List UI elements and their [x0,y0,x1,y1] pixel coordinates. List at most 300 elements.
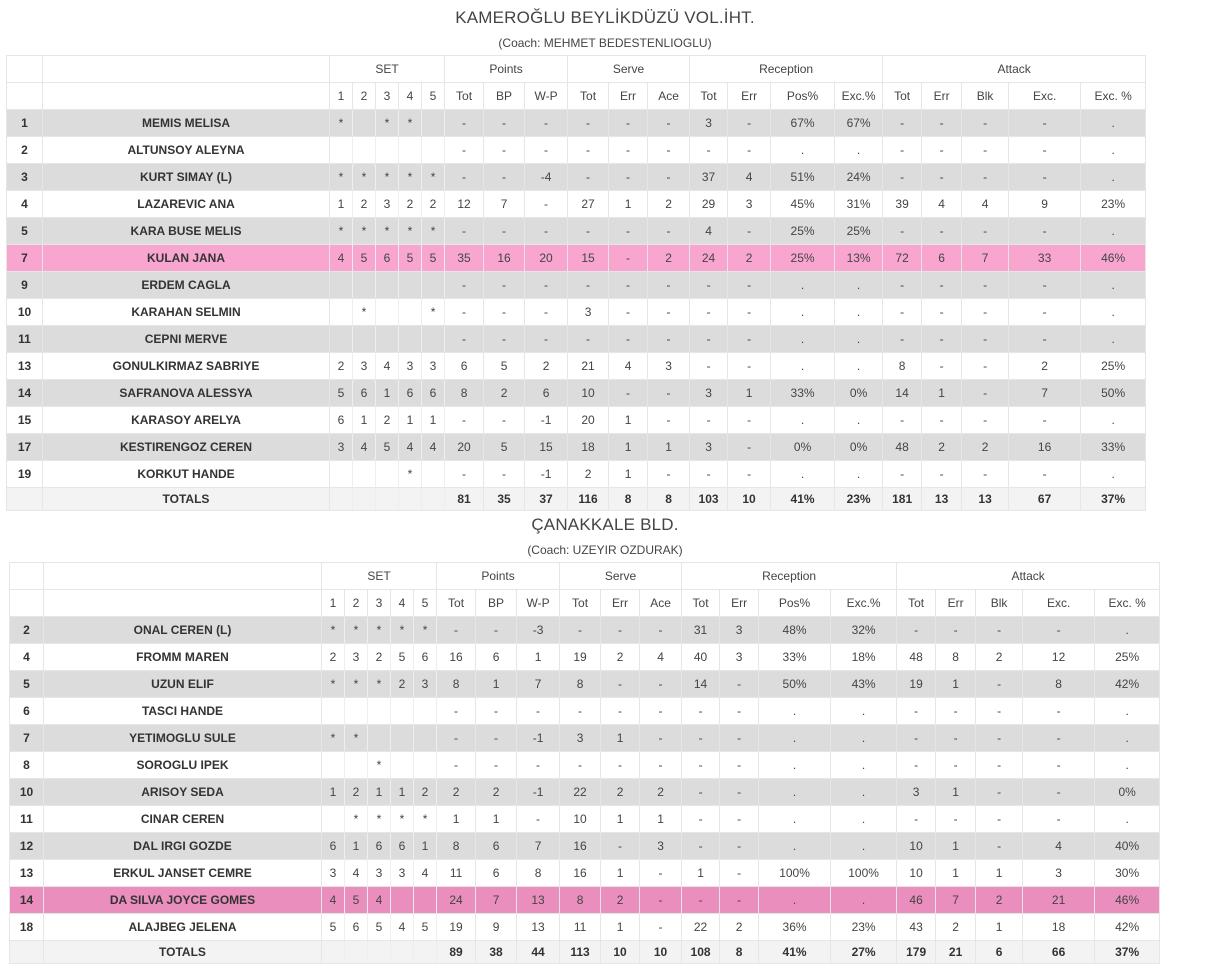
stat-cell: - [568,137,609,164]
stat-cell: 3 [690,110,728,137]
player-number: 2 [10,617,44,644]
stat-cell: - [609,164,648,191]
stat-cell: - [976,779,1023,806]
stat-cell [414,725,437,752]
stat-cell: 6 [368,833,391,860]
stat-cell: 8 [1023,671,1095,698]
stat-cell: 1 [936,671,976,698]
player-name: LAZAREVIC ANA [43,191,330,218]
column-header: W-P [525,83,568,110]
stat-cell: 4 [414,860,437,887]
stat-cell: . [1095,806,1160,833]
stat-cell: - [682,752,720,779]
stat-cell: 23% [1081,191,1146,218]
stat-cell: - [640,860,682,887]
stat-cell: 5 [399,245,422,272]
stat-cell: . [831,725,897,752]
stat-cell: - [962,353,1009,380]
column-header: Tot [897,590,936,617]
stat-cell: 67% [835,110,883,137]
stat-cell: . [1081,218,1146,245]
stat-cell: - [648,218,690,245]
stat-cell: - [601,752,640,779]
stat-cell: 22 [560,779,601,806]
stat-cell: - [560,617,601,644]
stat-cell: - [682,725,720,752]
stat-cell: - [445,272,484,299]
stat-cell: - [640,698,682,725]
stat-cell: - [568,164,609,191]
stat-cell: 6 [399,380,422,407]
player-name: KARAHAN SELMIN [43,299,330,326]
stat-cell [353,137,376,164]
stat-cell: - [640,725,682,752]
stat-cell: 4 [322,887,345,914]
stat-cell [422,110,445,137]
total-cell: 8 [609,488,648,511]
player-name: KULAN JANA [43,245,330,272]
stat-cell: 1 [391,779,414,806]
stat-cell: 9 [476,914,517,941]
column-header: Err [720,590,759,617]
stat-cell: * [399,164,422,191]
stat-cell: . [771,407,835,434]
stat-cell: - [517,698,560,725]
stat-cell: 45% [771,191,835,218]
total-cell: 27% [831,941,897,964]
total-cell: 10 [640,941,682,964]
stat-cell: - [609,245,648,272]
player-row[interactable] [7,245,1146,272]
stat-cell: - [936,725,976,752]
column-header: 3 [368,590,391,617]
column-header: 5 [422,83,445,110]
column-header: Exc.% [835,83,883,110]
stat-cell: 2 [648,191,690,218]
stat-cell [353,110,376,137]
stat-cell: 1 [609,407,648,434]
column-header: W-P [517,590,560,617]
stats-table [9,562,1160,964]
stat-cell: 2 [601,779,640,806]
player-number: 12 [10,833,44,860]
stat-cell: 2 [601,887,640,914]
stat-cell: 1 [609,191,648,218]
stat-cell: - [922,218,962,245]
stat-cell: - [976,671,1023,698]
stat-cell: 5 [391,644,414,671]
stat-cell [368,725,391,752]
stat-cell: - [728,326,771,353]
stat-cell: 6 [476,833,517,860]
stat-cell: - [883,137,922,164]
stat-cell: - [640,617,682,644]
stat-cell: 16 [1009,434,1081,461]
stat-cell: - [568,110,609,137]
stat-cell: * [376,218,399,245]
stat-cell: . [771,272,835,299]
column-header: Exc. [1023,590,1095,617]
stat-cell [399,299,422,326]
stat-cell: - [445,218,484,245]
group-header-points: Points [437,563,560,590]
stat-cell: 6 [445,353,484,380]
stat-cell: - [897,617,936,644]
stat-cell: - [484,299,525,326]
player-row[interactable] [7,110,1146,137]
stat-cell: 7 [1009,380,1081,407]
column-header: 3 [376,83,399,110]
stat-cell: . [835,353,883,380]
stat-cell: 21 [1023,887,1095,914]
total-cell: 67 [1009,488,1081,511]
total-cell: 13 [922,488,962,511]
total-cell: 89 [437,941,476,964]
corner-cell [10,563,44,590]
stat-cell: - [690,272,728,299]
stat-cell: - [568,272,609,299]
stat-cell: - [1009,164,1081,191]
stat-cell: 13% [835,245,883,272]
stat-cell: 1 [476,806,517,833]
player-number: 3 [7,164,43,191]
player-name: ALAJBEG JELENA [44,914,322,941]
stat-cell: * [345,806,368,833]
stat-cell: 29 [690,191,728,218]
stat-cell: 14 [682,671,720,698]
stat-cell [399,137,422,164]
stat-cell: * [322,725,345,752]
player-row[interactable] [7,380,1146,407]
player-row[interactable] [10,887,1160,914]
stat-cell: . [835,299,883,326]
stat-cell: - [525,137,568,164]
stat-cell: 15 [568,245,609,272]
total-cell [353,488,376,511]
stat-cell [391,887,414,914]
stat-cell: 2 [640,779,682,806]
stat-cell: 100% [759,860,831,887]
stat-cell [330,326,353,353]
player-row[interactable] [7,407,1146,434]
stat-cell: 25% [771,218,835,245]
total-cell [376,488,399,511]
player-number: 14 [10,887,44,914]
column-header: 4 [399,83,422,110]
player-name: CINAR CEREN [44,806,322,833]
total-cell: 44 [517,941,560,964]
column-header: Blk [976,590,1023,617]
stat-cell: 2 [720,914,759,941]
stat-cell: 1 [437,806,476,833]
stat-cell: 4 [345,860,368,887]
player-row[interactable] [10,671,1160,698]
stat-cell: 43% [831,671,897,698]
stat-cell: 2 [399,191,422,218]
column-header: Tot [682,590,720,617]
stat-cell: 11 [437,860,476,887]
stat-cell: . [1081,110,1146,137]
stat-cell: 46% [1081,245,1146,272]
stat-cell: - [648,137,690,164]
stat-cell: * [414,806,437,833]
stat-cell: -4 [525,164,568,191]
stat-cell: - [609,380,648,407]
stat-cell: - [883,218,922,245]
stat-cell [376,299,399,326]
stat-cell [422,272,445,299]
stat-cell [330,272,353,299]
stat-cell: 2 [368,644,391,671]
stat-cell: - [1009,407,1081,434]
stat-cell: * [368,752,391,779]
stat-cell: - [720,779,759,806]
stat-cell: * [368,806,391,833]
stat-cell: 40% [1095,833,1160,860]
column-header: Tot [883,83,922,110]
stat-cell: - [720,833,759,860]
stat-cell: - [560,698,601,725]
stat-cell [414,887,437,914]
player-number: 17 [7,434,43,461]
stat-cell: 25% [1081,353,1146,380]
stat-cell: 4 [728,164,771,191]
stat-cell: 1 [936,860,976,887]
stat-cell: 4 [353,434,376,461]
total-cell [414,941,437,964]
player-name: UZUN ELIF [44,671,322,698]
stat-cell: - [976,752,1023,779]
column-header: Pos% [759,590,831,617]
stat-cell: 6 [922,245,962,272]
totals-label: TOTALS [44,941,322,964]
stat-cell: 3 [720,617,759,644]
stat-cell: . [771,299,835,326]
stat-cell: * [368,617,391,644]
name-header-cell [44,590,322,617]
stat-cell: - [609,299,648,326]
stat-cell: 39 [883,191,922,218]
column-header: Tot [560,590,601,617]
stat-cell: - [728,353,771,380]
stat-cell: * [345,671,368,698]
player-row[interactable] [10,725,1160,752]
stat-cell: 3 [345,644,368,671]
player-row[interactable] [7,137,1146,164]
player-number: 19 [7,461,43,488]
player-name: ERKUL JANSET CEMRE [44,860,322,887]
player-name: ARISOY SEDA [44,779,322,806]
stat-cell: 3 [368,860,391,887]
stat-cell [330,299,353,326]
stat-cell: 18 [568,434,609,461]
column-header: Err [601,590,640,617]
stat-cell: . [759,698,831,725]
stat-cell: 1 [601,914,640,941]
stat-cell: - [897,806,936,833]
stat-cell: 10 [897,833,936,860]
player-row[interactable] [10,806,1160,833]
stat-cell: - [720,887,759,914]
stat-cell: 16 [484,245,525,272]
totals-label: TOTALS [43,488,330,511]
stat-cell: - [484,164,525,191]
stat-cell: - [936,752,976,779]
stat-cell: 2 [484,380,525,407]
stat-cell: 51% [771,164,835,191]
stat-cell: 5 [414,914,437,941]
stat-cell: 1 [922,380,962,407]
stat-cell: 19 [437,914,476,941]
stat-cell: 2 [422,191,445,218]
stat-cell: 7 [484,191,525,218]
stat-cell: 1 [399,407,422,434]
stat-cell: 6 [525,380,568,407]
player-row[interactable] [10,698,1160,725]
stat-cell: 8 [517,860,560,887]
stat-cell: . [831,752,897,779]
player-row[interactable] [7,164,1146,191]
stat-cell: 32% [831,617,897,644]
stat-cell: 4 [962,191,1009,218]
stat-cell: * [399,110,422,137]
stat-cell: * [330,164,353,191]
stat-cell: 4 [922,191,962,218]
stat-cell: . [759,752,831,779]
stat-cell: - [883,407,922,434]
stat-cell: 48% [759,617,831,644]
stat-cell: 2 [476,779,517,806]
coach-name: (Coach: UZEYIR OZDURAK) [527,543,683,557]
stat-cell: 3 [690,380,728,407]
stat-cell: - [517,752,560,779]
player-row[interactable] [7,326,1146,353]
player-row[interactable] [7,434,1146,461]
stat-cell: 20 [525,245,568,272]
stat-cell: 1 [682,860,720,887]
player-row[interactable] [10,779,1160,806]
stat-cell: - [560,752,601,779]
stat-cell: * [353,299,376,326]
stat-cell: - [720,860,759,887]
stat-cell: 4 [690,218,728,245]
player-name: KORKUT HANDE [43,461,330,488]
stat-cell: . [771,461,835,488]
stat-cell: 6 [330,407,353,434]
column-header: Exc. % [1081,83,1146,110]
stat-cell: - [976,698,1023,725]
stat-cell: 7 [936,887,976,914]
stat-cell: . [1081,164,1146,191]
stat-cell: - [690,326,728,353]
player-name: DA SILVA JOYCE GOMES [44,887,322,914]
player-row[interactable] [10,617,1160,644]
stat-cell: 0% [771,434,835,461]
stat-cell: - [1009,461,1081,488]
stat-cell: - [690,407,728,434]
stat-cell: . [831,887,897,914]
group-header-reception: Reception [690,56,883,83]
stat-cell: 5 [345,887,368,914]
stat-cell: - [728,299,771,326]
player-row[interactable] [10,752,1160,779]
stat-cell: - [648,164,690,191]
player-number: 9 [7,272,43,299]
total-cell: 37 [525,488,568,511]
stat-cell: 18% [831,644,897,671]
sub-header-row [7,83,1146,110]
player-row[interactable] [7,191,1146,218]
stat-cell: 1 [601,806,640,833]
stat-cell [399,326,422,353]
stat-cell [414,698,437,725]
stat-cell: 1 [353,407,376,434]
player-row[interactable] [7,461,1146,488]
stat-cell: * [376,110,399,137]
stat-cell: - [601,833,640,860]
player-row[interactable] [7,299,1146,326]
player-row[interactable] [7,353,1146,380]
total-cell [330,488,353,511]
stat-cell: - [484,218,525,245]
stat-cell: - [897,752,936,779]
group-header-set: SET [330,56,445,83]
stat-cell: 24% [835,164,883,191]
sub-header-row [10,590,1160,617]
total-cell [391,941,414,964]
player-row[interactable] [10,914,1160,941]
player-row[interactable] [7,218,1146,245]
stat-cell: - [883,326,922,353]
total-cell: 66 [1023,941,1095,964]
stat-cell: - [437,752,476,779]
stat-cell: -1 [517,779,560,806]
stat-cell: - [648,326,690,353]
total-cell: 8 [648,488,690,511]
stat-cell: - [690,137,728,164]
stat-cell: - [728,461,771,488]
column-header: Err [922,83,962,110]
column-header: BP [484,83,525,110]
stat-cell: 4 [376,353,399,380]
player-name: CEPNI MERVE [43,326,330,353]
group-header-reception: Reception [682,563,897,590]
player-number: 10 [7,299,43,326]
stat-cell: 67% [771,110,835,137]
stat-cell: * [422,164,445,191]
stat-cell: - [962,272,1009,299]
stat-cell: 30% [1095,860,1160,887]
player-row[interactable] [10,833,1160,860]
player-row[interactable] [10,644,1160,671]
player-number: 5 [7,218,43,245]
stat-cell: - [1009,137,1081,164]
player-row[interactable] [7,272,1146,299]
stat-cell: 3 [560,725,601,752]
stat-cell [353,326,376,353]
totals-corner [7,488,43,511]
stat-cell [422,326,445,353]
stat-cell: -1 [525,407,568,434]
player-number: 7 [7,245,43,272]
player-row[interactable] [10,860,1160,887]
stat-cell: - [1023,698,1095,725]
stat-cell: - [682,887,720,914]
stat-cell: - [962,407,1009,434]
stat-cell: 4 [368,887,391,914]
total-cell: 113 [560,941,601,964]
total-cell: 41% [771,488,835,511]
